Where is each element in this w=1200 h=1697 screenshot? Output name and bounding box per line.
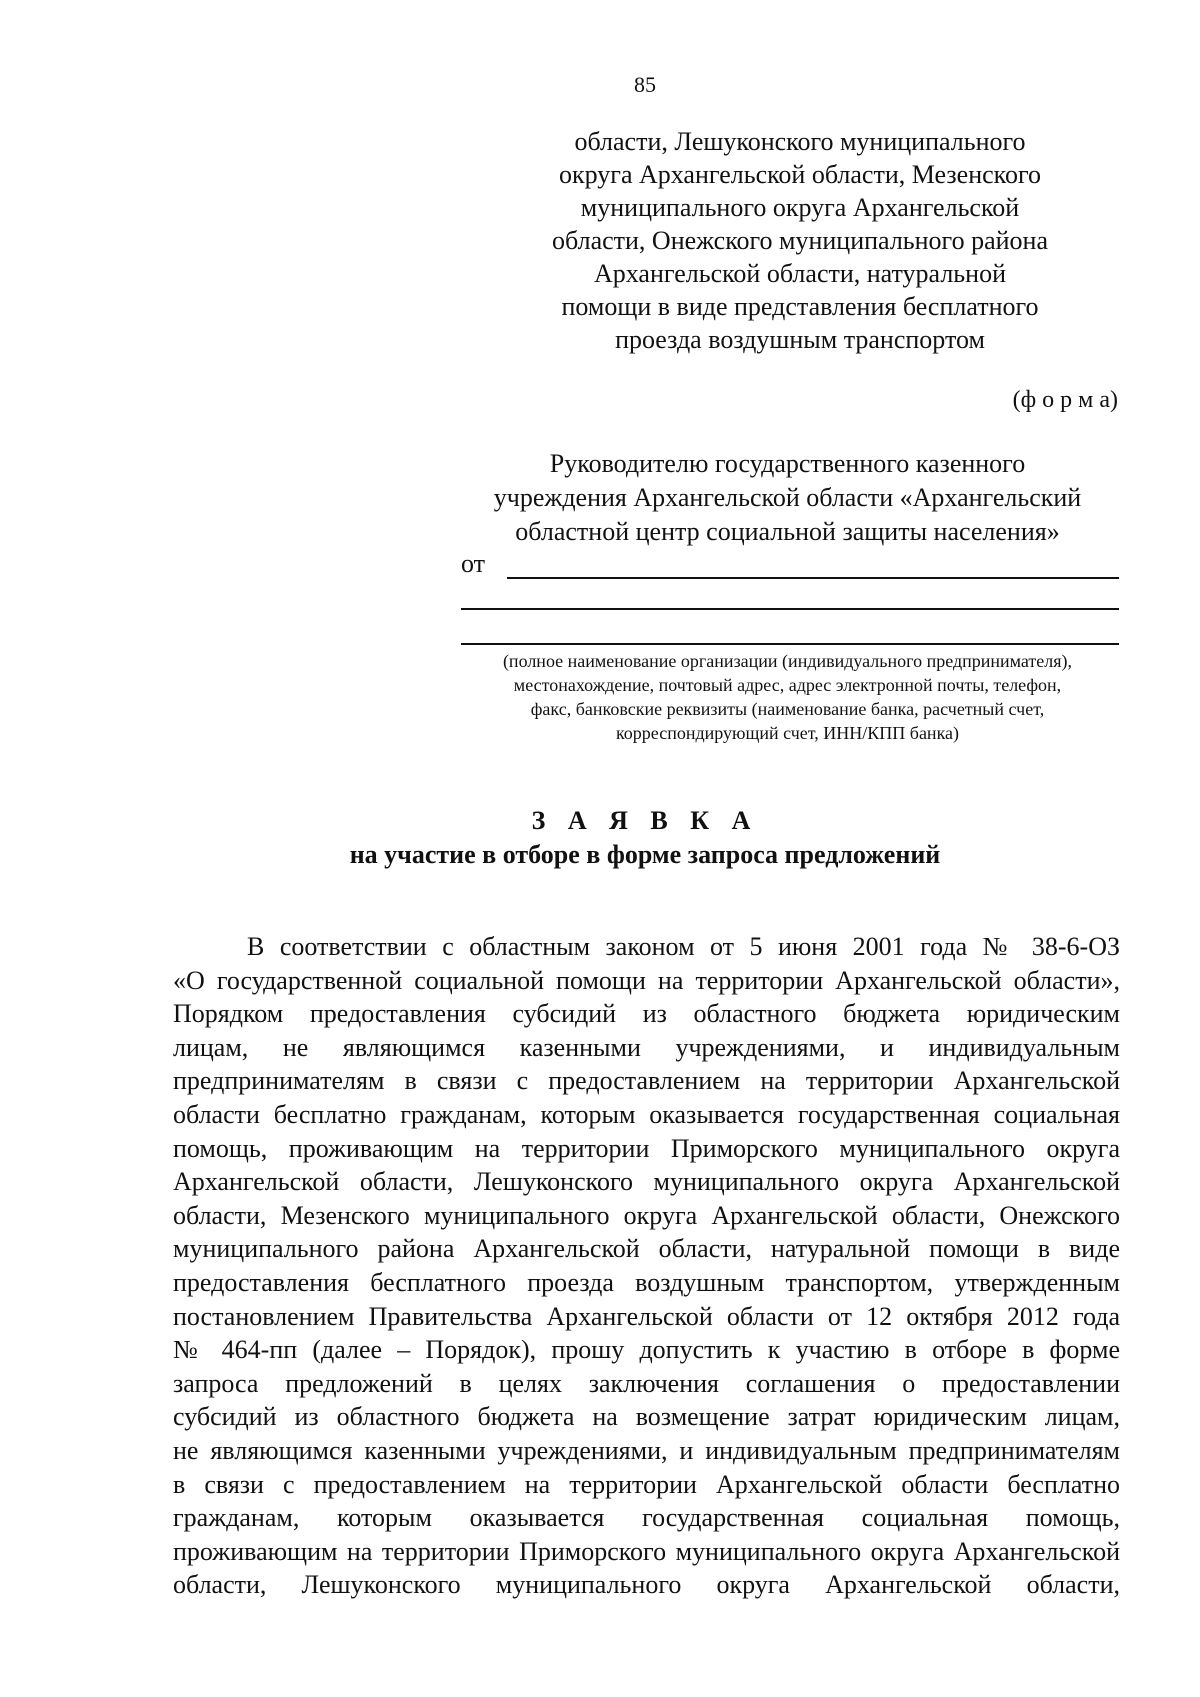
appendix-line: муниципального округа Архангельской xyxy=(580,193,1020,222)
appendix-line: проезда воздушным транспортом xyxy=(615,325,985,354)
document-subtitle: на участие в отборе в форме запроса предложений xyxy=(349,840,941,869)
note-line: местонахождение, почтовый адрес, адрес электронной почты, телефон, xyxy=(513,675,1062,695)
body-line: В соответствии с областным законом от 5 июня 2001 года № 38-6-ОЗ xyxy=(247,932,1120,961)
fill-instructions-note xyxy=(455,649,1120,745)
body-line: помощь, проживающим на территории Приморского муниципального округа xyxy=(173,1133,1120,1163)
body-line: лицам, не являющимся казенными учреждениями, и индивидуальным xyxy=(173,1032,1120,1062)
from-fill-line xyxy=(507,577,1119,579)
note-line: (полное наименование организации (индивидуального предпринимателя), xyxy=(502,651,1073,671)
addressee-line: учреждения Архангельской области «Архангельский xyxy=(493,483,1082,512)
from-row xyxy=(461,547,1119,581)
from-label: от xyxy=(461,549,486,578)
body-line: постановлением Правительства Архангельской области от 12 октября 2012 года xyxy=(173,1301,1120,1331)
body-line: области, Лешуконского муниципального округа Архангельской области, xyxy=(173,1570,1120,1600)
body-line: в связи с предоставлением на территории Архангельской области бесплатно xyxy=(173,1469,1120,1499)
body-line: области бесплатно гражданам, которым оказывается государственная социальная xyxy=(173,1099,1120,1129)
body-line: гражданам, которым оказывается государственная социальная помощь, xyxy=(173,1503,1120,1533)
body-line: предпринимателям в связи с предоставлением на территории Архангельской xyxy=(173,1066,1120,1096)
addressee-line: Руководителю государственного казенного xyxy=(549,449,1026,478)
addressee-line: областной центр социальной защиты населения» xyxy=(515,517,1060,546)
note-line: корреспондирующий счет, ИНН/КПП банка) xyxy=(615,723,960,743)
appendix-line: округа Архангельской области, Мезенского xyxy=(559,160,1041,189)
addressee-block xyxy=(455,447,1120,549)
appendix-reference xyxy=(520,125,1080,356)
body-line: проживающим на территории Приморского муниципального округа Архангельской xyxy=(173,1536,1120,1566)
body-line: муниципального района Архангельской области, натуральной помощи в виде xyxy=(173,1234,1120,1264)
fill-line xyxy=(461,643,1119,645)
body-line: области, Мезенского муниципального округа Архангельской области, Онежского xyxy=(173,1200,1120,1230)
page-number: 85 xyxy=(634,72,656,97)
body-line: «О государственной социальной помощи на территории Архангельской области», xyxy=(173,965,1120,995)
fill-line xyxy=(461,608,1119,610)
body-line: запроса предложений в целях заключения соглашения о предоставлении xyxy=(173,1368,1120,1398)
appendix-line: помощи в виде представления бесплатного xyxy=(561,292,1039,321)
body-line: предоставления бесплатного проезда воздушным транспортом, утвержденным xyxy=(173,1267,1120,1297)
document-title: З А Я В К А xyxy=(531,806,759,835)
body-paragraph xyxy=(173,930,1120,1602)
body-line: не являющимся казенными учреждениями, и индивидуальным предпринимателям xyxy=(173,1435,1120,1465)
body-line: № 464-пп (далее – Порядок), прошу допустить к участию в отборе в форме xyxy=(173,1335,1120,1365)
appendix-line: области, Лешуконского муниципального xyxy=(574,127,1026,156)
body-line: Порядком предоставления субсидий из областного бюджета юридическим xyxy=(173,999,1120,1029)
appendix-line: Архангельской области, натуральной xyxy=(594,259,1006,288)
form-mark: (ф о р м а) xyxy=(1012,387,1118,413)
appendix-line: области, Онежского муниципального района xyxy=(552,226,1048,255)
note-line: факс, банковские реквизиты (наименование банка, расчетный счет, xyxy=(530,699,1045,719)
body-line: субсидий из областного бюджета на возмещение затрат юридическим лицам, xyxy=(173,1402,1120,1432)
body-line: Архангельской области, Лешуконского муниципального округа Архангельской xyxy=(173,1167,1120,1197)
document-heading xyxy=(0,804,1200,872)
